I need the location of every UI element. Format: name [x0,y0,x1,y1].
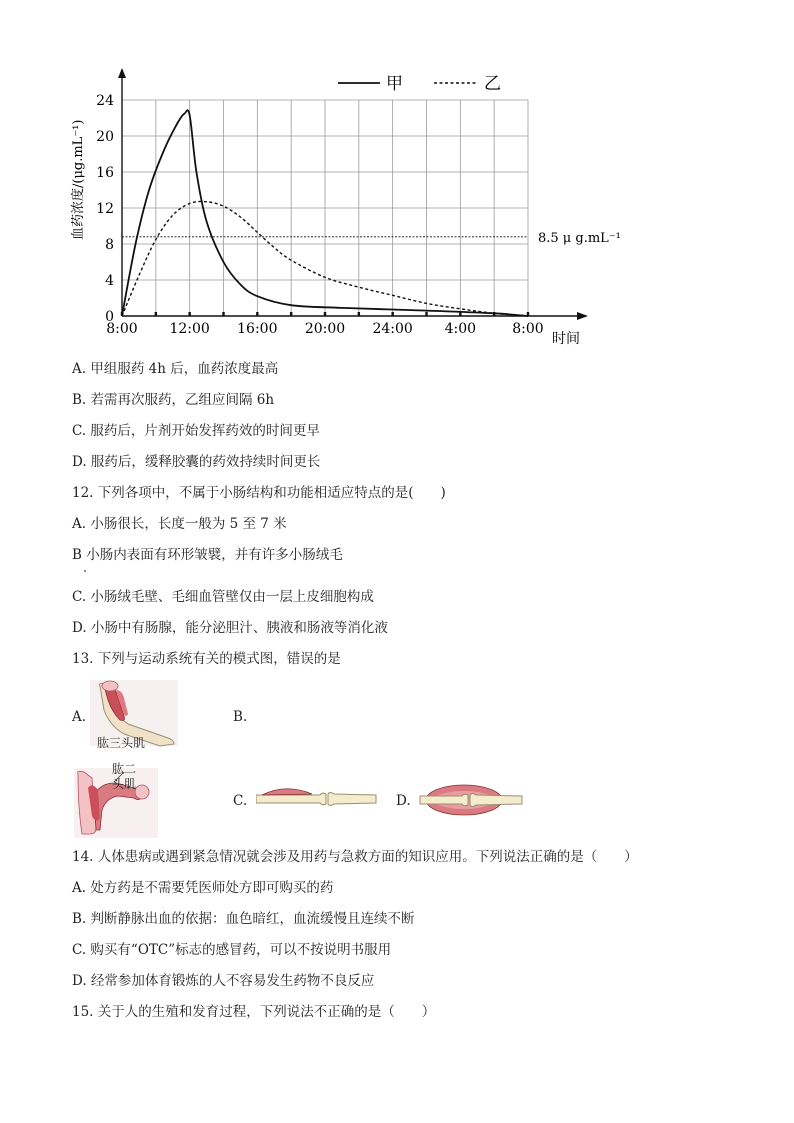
y-tick-label: 20 [96,129,114,145]
legend-label-yi: 乙 [484,74,501,94]
x-tick-mark [188,312,190,316]
y-axis-label: 血药浓度/(μg.mL⁻¹) [71,119,86,240]
q14-stem: 14. 人体患病或遇到紧急情况就会涉及用药与急救方面的知识应用。下列说法正确的是（ ） [72,849,638,865]
blood-drug-concentration-chart [60,60,660,360]
q13-option-a: A. [72,709,87,725]
muscle-joint-figure-c [256,784,378,814]
x-tick-mark [324,312,326,316]
q13-option-d: D. [396,793,411,809]
y-tick-label: 8 [105,237,114,253]
q12-option-d: D. 小肠中有肠腺，能分泌胆汁、胰液和肠液等消化液 [72,620,388,636]
q12-option-c: C. 小肠绒毛壁、毛细血管壁仅由一层上皮细胞构成 [72,589,374,605]
q13-option-b: B. [233,709,248,725]
chart-axes [118,68,588,320]
x-tick-label: 16:00 [237,321,278,337]
q14-option-c: C. 购买有“OTC”标志的感冒药，可以不按说明书服用 [72,942,392,958]
threshold-line [122,231,621,246]
q14-option-b: B. 判断静脉出血的依据：血色暗红，血流缓慢且连续不断 [72,911,415,927]
x-tick-label: 8:00 [106,321,138,337]
y-tick-label: 24 [96,93,114,109]
x-tick-mark [256,312,258,316]
x-tick-mark [222,312,224,316]
y-tick-labels [96,93,114,325]
y-tick-label: 0 [105,309,114,325]
legend-label-jia: 甲 [386,74,403,94]
y-axis-arrow [118,68,126,78]
q11-option-a: A. 甲组服药 4h 后，血药浓度最高 [72,361,279,377]
x-tick-label: 4:00 [444,321,477,337]
q13-stem: 13. 下列与运动系统有关的模式图，错误的是 [72,651,341,667]
x-tick-label: 24:00 [372,321,413,337]
y-tick-label: 16 [96,165,114,181]
q14-option-a: A. 处方药是不需要凭医师处方即可购买的药 [72,880,334,896]
q12-option-b: B 小肠内表面有环形皱襞，并有许多小肠绒毛 [72,547,343,563]
y-tick-label: 12 [96,201,114,217]
y-tick-label: 4 [105,273,114,289]
q11-option-d: D. 服药后，缓释胶囊的药效持续时间更长 [72,454,321,470]
q14-option-d: D. 经常参加体育锻炼的人不容易发生药物不良反应 [72,973,375,989]
muscle-joint-figure-d [418,780,524,820]
q15-stem: 15. 关于人的生殖和发育过程，下列说法不正确的是（ ） [72,1004,436,1020]
x-tick-mark [391,312,393,316]
x-tick-mark [290,312,292,316]
q12-option-a: A. 小肠很长，长度一般为 5 至 7 米 [72,516,287,532]
x-tick-label: 12:00 [169,321,210,337]
q12-stem: 12. 下列各项中，不属于小肠结构和功能相适应特点的是( ) [72,485,446,501]
x-axis-label: 时间 [552,331,580,347]
x-axis-arrow [577,312,588,320]
chart-legend [338,74,501,94]
x-tick-label: 8:00 [512,321,544,337]
x-tick-mark [155,312,157,316]
scan-speck [84,570,86,572]
q13-option-c: C. [233,793,248,809]
x-tick-label: 20:00 [304,321,346,337]
triceps-label: 肱三头肌 [97,736,146,750]
x-tick-mark [425,312,427,316]
q11-option-b: B. 若需再次服药，乙组应间隔 6h [72,392,275,408]
chart-grid [122,100,528,316]
biceps-label-line1: 肱二 [112,762,137,776]
x-tick-labels [106,321,543,337]
x-tick-mark [358,312,360,316]
q11-option-c: C. 服药后，片剂开始发挥药效的时间更早 [72,423,320,439]
threshold-label: 8.5 μ g.mL⁻¹ [538,230,621,246]
biceps-label-line2: 头肌 [112,777,137,791]
